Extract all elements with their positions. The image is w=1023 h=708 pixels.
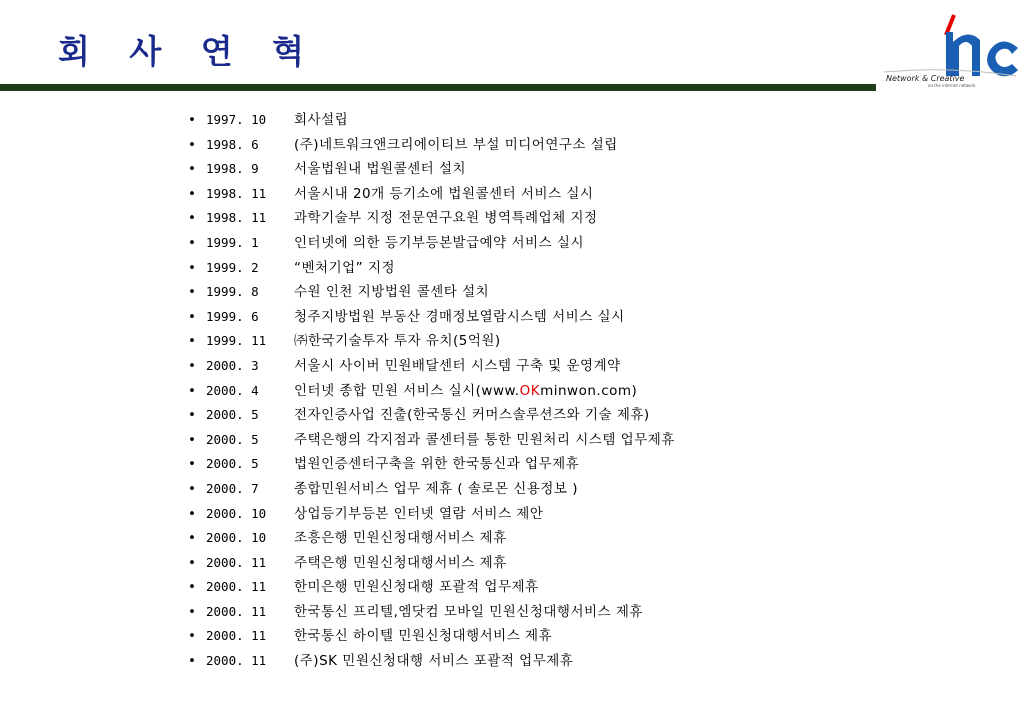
list-item xyxy=(188,256,675,281)
history-date: 2000. 5 xyxy=(206,431,259,447)
history-text: ㈜한국기술투자 투자 유치(5억원) xyxy=(294,333,501,350)
history-text: 상업등기부등본 인터넷 열람 서비스 제안 xyxy=(294,505,544,522)
history-date: 2000. 11 xyxy=(206,554,267,570)
bullet: • xyxy=(188,456,196,473)
history-text-prefix: 인터넷 종합 민원 서비스 실시(www. xyxy=(294,382,520,399)
history-text: 주택은행의 각지점과 콜센터를 통한 민원처리 시스템 업무제휴 xyxy=(294,431,675,448)
bullet: • xyxy=(188,505,196,522)
list-item xyxy=(188,649,675,674)
history-date: 1998. 11 xyxy=(206,185,267,201)
history-date: 2000. 10 xyxy=(206,530,267,546)
history-date: 2000. 11 xyxy=(206,628,267,644)
history-text: (주)네트워크앤크리에이티브 부설 미디어연구소 설립 xyxy=(294,136,618,153)
history-date: 2000. 5 xyxy=(206,407,259,423)
history-date: 2000. 11 xyxy=(206,653,267,669)
history-text: 서울법원내 법원콜센터 설치 xyxy=(294,161,467,178)
history-text: 청주지방법원 부동산 경매정보열람시스템 서비스 실시 xyxy=(294,308,625,325)
history-date: 1999. 1 xyxy=(206,234,259,250)
history-text: 과학기술부 지정 전문연구요원 병역특례업체 지정 xyxy=(294,210,598,227)
history-date: 2000. 11 xyxy=(206,603,267,619)
bullet: • xyxy=(188,407,196,424)
list-item xyxy=(188,551,675,576)
history-text: 법원인증센터구축을 위한 한국통신과 업무제휴 xyxy=(294,456,580,473)
history-text: 인터넷에 의한 등기부등본발급예약 서비스 실시 xyxy=(294,234,584,251)
bullet: • xyxy=(188,628,196,645)
history-text: 서울시 사이버 민원배달센터 시스템 구축 및 운영계약 xyxy=(294,357,621,374)
list-item xyxy=(188,133,675,158)
history-date: 1999. 8 xyxy=(206,284,259,300)
logo-tagline: Network & Creative xyxy=(886,74,965,83)
list-item xyxy=(188,624,675,649)
list-item xyxy=(188,379,675,404)
history-text: 주택은행 민원신청대행서비스 제휴 xyxy=(294,554,507,571)
history-date: 2000. 4 xyxy=(206,382,259,398)
history-date: 1998. 11 xyxy=(206,210,267,226)
history-date: 2000. 11 xyxy=(206,579,267,595)
history-date: 1999. 11 xyxy=(206,333,267,349)
bullet: • xyxy=(188,480,196,497)
list-item xyxy=(188,354,675,379)
bullet: • xyxy=(188,333,196,350)
bullet: • xyxy=(188,653,196,670)
history-date: 1997. 10 xyxy=(206,112,267,127)
history-text: (주)SK 민원신청대행 서비스 포괄적 업무제휴 xyxy=(294,653,574,670)
bullet: • xyxy=(188,112,196,128)
history-text: 한국통신 프리텔,엠닷컴 모바일 민원신청대행서비스 제휴 xyxy=(294,603,643,620)
bullet: • xyxy=(188,308,196,325)
bullet: • xyxy=(188,284,196,301)
list-item xyxy=(188,600,675,625)
history-date: 2000. 3 xyxy=(206,357,259,373)
history-text-suffix: minwon.com) xyxy=(540,382,638,399)
history-text: 조흥은행 민원신청대행서비스 제휴 xyxy=(294,530,507,547)
list-item xyxy=(188,206,675,231)
list-item xyxy=(188,575,675,600)
list-item xyxy=(188,329,675,354)
bullet: • xyxy=(188,554,196,571)
bullet: • xyxy=(188,210,196,227)
bullet: • xyxy=(188,382,196,399)
history-text xyxy=(294,379,637,404)
bullet: • xyxy=(188,530,196,547)
list-item xyxy=(188,403,675,428)
bullet: • xyxy=(188,357,196,374)
list-item xyxy=(188,428,675,453)
history-text: 종합민원서비스 업무 제휴 ( 솔로몬 신용정보 ) xyxy=(294,480,579,497)
history-date: 2000. 5 xyxy=(206,456,259,472)
list-item xyxy=(188,182,675,207)
history-text: 서울시내 20개 등기소에 법원콜센터 서비스 실시 xyxy=(294,185,594,202)
page-title: 회 사 연 혁 xyxy=(58,32,318,71)
list-item xyxy=(188,502,675,527)
bullet: • xyxy=(188,603,196,620)
history-date: 1998. 9 xyxy=(206,161,259,177)
header-divider xyxy=(0,84,876,91)
list-item xyxy=(188,231,675,256)
bullet: • xyxy=(188,136,196,153)
history-date: 1998. 6 xyxy=(206,136,259,152)
bullet: • xyxy=(188,234,196,251)
bullet: • xyxy=(188,259,196,276)
history-text: “벤처기업” 지정 xyxy=(294,259,396,276)
history-text: 회사설립 xyxy=(294,112,349,128)
list-item xyxy=(188,526,675,551)
history-date: 2000. 10 xyxy=(206,505,267,521)
list-item xyxy=(188,305,675,330)
bullet: • xyxy=(188,431,196,448)
ok-highlight: OK xyxy=(519,382,541,399)
bullet: • xyxy=(188,579,196,596)
list-item xyxy=(188,280,675,305)
bullet: • xyxy=(188,161,196,178)
bullet: • xyxy=(188,185,196,202)
logo-subline: on the internet network xyxy=(928,83,976,88)
history-text: 수원 인천 지방법원 콜센타 설치 xyxy=(294,284,490,301)
history-date: 1999. 6 xyxy=(206,308,259,324)
history-date: 2000. 7 xyxy=(206,480,259,496)
list-item xyxy=(188,157,675,182)
list-item xyxy=(188,452,675,477)
list-item xyxy=(188,108,675,133)
history-text: 한국통신 하이텔 민원신청대행서비스 제휴 xyxy=(294,628,553,645)
history-list xyxy=(188,108,675,674)
list-item xyxy=(188,477,675,502)
history-text: 한미은행 민원신청대행 포괄적 업무제휴 xyxy=(294,579,539,596)
history-text: 전자인증사업 진출(한국통신 커머스솔루션즈와 기술 제휴) xyxy=(294,407,650,424)
history-date: 1999. 2 xyxy=(206,259,259,275)
